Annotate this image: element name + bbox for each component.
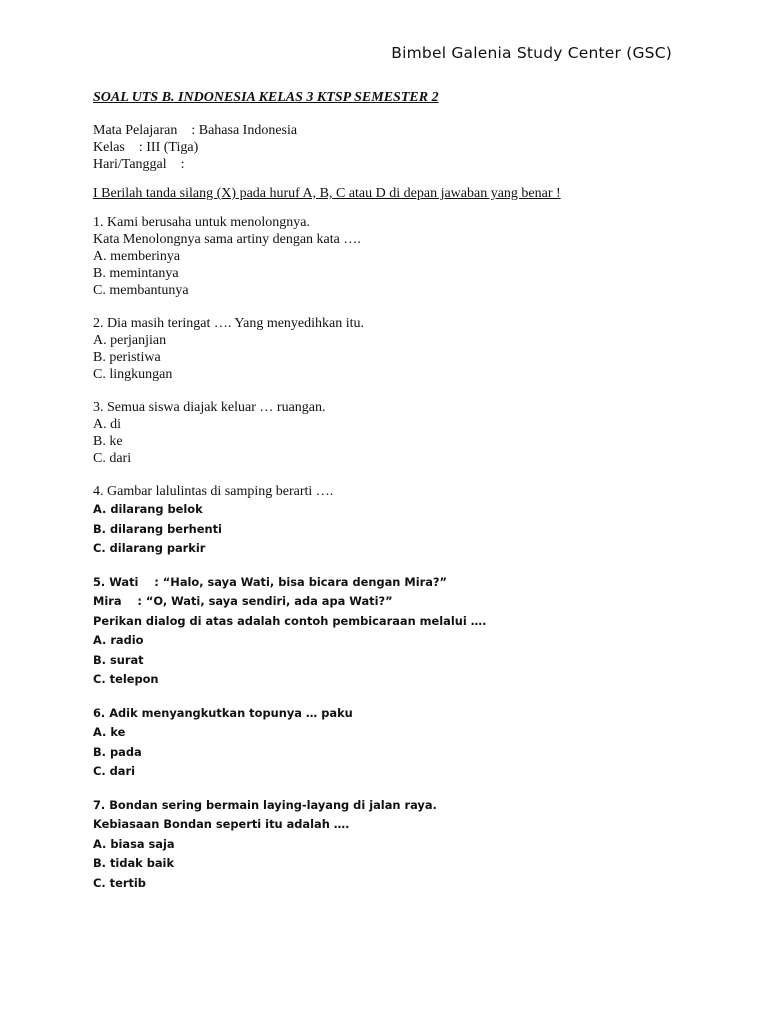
info-label: Kelas : (93, 140, 147, 155)
question-text: 3. Semua siswa diajak keluar … ruangan. (93, 400, 326, 415)
info-block (93, 122, 693, 173)
question-text: Perikan dialog di atas adalah contoh pembicaraan melalui …. (93, 613, 487, 628)
option-a: A. memberinya (93, 249, 181, 264)
question-6 (93, 704, 693, 782)
question-text: Mira : “O, Wati, saya sendiri, ada apa Wati?” (93, 594, 393, 608)
option-a: A. ke (93, 725, 126, 739)
option-b: B. peristiwa (93, 350, 161, 365)
info-label: Mata Pelajaran : (93, 123, 199, 138)
option-c: C. lingkungan (93, 367, 173, 382)
option-c: C. dari (93, 451, 132, 466)
option-b: B. surat (93, 652, 144, 667)
option-a: A. dilarang belok (93, 502, 203, 516)
option-a: A. radio (93, 633, 144, 647)
option-a: A. di (93, 417, 121, 432)
question-text: 1. Kami berusaha untuk menolongnya. (93, 215, 310, 230)
question-text: Kata Menolongnya sama artiny dengan kata …. (93, 232, 361, 247)
option-c: C. dilarang parkir (93, 541, 206, 555)
option-c: C. tertib (93, 875, 146, 890)
question-7 (93, 796, 693, 894)
question-text: 2. Dia masih teringat …. Yang menyedihkan itu. (93, 316, 365, 331)
question-3 (93, 399, 693, 467)
question-text: 7. Bondan sering bermain laying-layang di jalan raya. (93, 797, 437, 812)
info-value: III (Tiga) (146, 140, 199, 155)
question-1 (93, 214, 693, 299)
question-text: 5. Wati : “Halo, saya Wati, bisa bicara dengan Mira?” (93, 574, 447, 589)
option-c: C. telepon (93, 672, 159, 686)
info-row-date (93, 156, 693, 173)
option-a: A. perjanjian (93, 333, 167, 348)
option-b: B. dilarang berhenti (93, 521, 222, 536)
exam-content (93, 89, 693, 907)
info-row-class (93, 139, 693, 156)
info-row-subject (93, 122, 693, 139)
option-b: B. memintanya (93, 266, 179, 281)
option-b: B. tidak baik (93, 856, 175, 870)
question-text: 4. Gambar lalulintas di samping berarti …. (93, 484, 334, 499)
exam-title: SOAL UTS B. INDONESIA KELAS 3 KTSP SEMESTER 2 (93, 90, 439, 105)
option-b: B. pada (93, 744, 142, 759)
question-text: Kebiasaan Bondan seperti itu adalah …. (93, 817, 350, 831)
info-value: Bahasa Indonesia (198, 123, 298, 138)
option-c: C. membantunya (93, 283, 189, 298)
option-b: B. ke (93, 434, 123, 449)
question-4 (93, 483, 693, 559)
question-text: 6. Adik menyangkutkan topunya … paku (93, 705, 353, 720)
header-brand: Bimbel Galenia Study Center (GSC) (391, 44, 672, 62)
instruction: I Berilah tanda silang (X) pada huruf A, B, C atau D di depan jawaban yang benar ! (93, 186, 561, 201)
option-a: A. biasa saja (93, 836, 175, 851)
question-2 (93, 315, 693, 383)
question-5 (93, 573, 693, 690)
info-label: Hari/Tanggal : (93, 157, 185, 172)
option-c: C. dari (93, 764, 136, 778)
